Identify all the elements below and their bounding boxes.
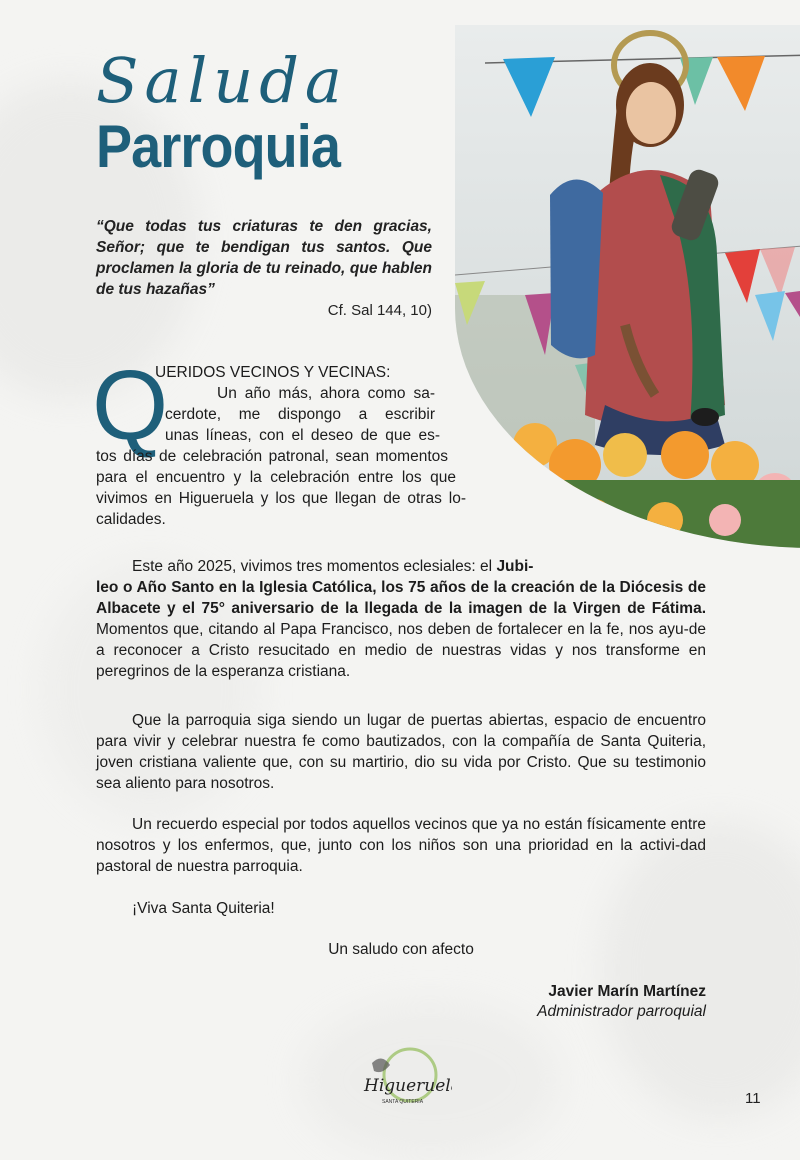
scripture-quote: “Que todas tus criaturas te den gracias, Señor; que te bendigan tus santos. Que proclamen la gloria de tu reinado, que hablen de tus hazañas” xyxy=(96,218,432,298)
page-number: 11 xyxy=(745,1090,761,1107)
page-title-bold: Parroquia xyxy=(96,113,340,180)
paragraph-2: leo o Año Santo en la Iglesia Católica, los 75 años de la creación de la Diócesis de Albacete y el 75° aniversario de la llegada de la imagen de la Virgen de Fátima. Momentos que, citando al Papa Francisco, nos deben de fortalecer en la fe, nos ayu-de a reconocer a Cristo resucitado en medio de nuestras vidas y nos transforme en peregrinos de la esperanza cristiana. xyxy=(96,579,706,680)
intro-line: UERIDOS VECINOS Y VECINAS: xyxy=(155,364,391,381)
intro-line: calidades. xyxy=(96,511,166,528)
town-logo xyxy=(352,1045,452,1117)
page-title-script: Saluda xyxy=(96,44,348,117)
intro-line: unas líneas, con el deseo de que es- xyxy=(165,427,440,444)
paragraph-3: Que la parroquia siga siendo un lugar de puertas abiertas, espacio de encuentro para vivir y celebrar nuestra fe como bautizados, con la compañía de Santa Quiteria, joven cristiana valiente que, con su martirio, dio su vida por Cristo. Que su testimonio sea aliento para nosotros. xyxy=(96,712,706,792)
drop-cap: Q xyxy=(92,350,169,460)
svg-text:Higueruela: Higueruela xyxy=(364,1076,452,1096)
paragraph-5: ¡Viva Santa Quiteria! xyxy=(132,900,275,917)
statue-illustration xyxy=(455,25,800,548)
svg-text:SANTA QUITERIA: SANTA QUITERIA xyxy=(382,1099,424,1105)
quote-source: Cf. Sal 144, 10) xyxy=(327,302,432,319)
signature-name: Javier Marín Martínez xyxy=(548,983,706,1000)
intro-line: tos días de celebración patronal, sean momentos xyxy=(96,448,448,465)
intro-line: para el encuentro y la celebración entre los que xyxy=(96,469,456,486)
intro-line: vivimos en Higueruela y los que llegan de otras lo- xyxy=(96,490,466,507)
paragraph-4: Un recuerdo especial por todos aquellos vecinos que ya no están físicamente entre nosotros y los enfermos, que, junto con los niños son una prioridad en la activi-dad pastoral de nuestra parroquia. xyxy=(96,816,706,875)
intro-line: cerdote, me dispongo a escribir xyxy=(165,406,435,423)
intro-line: Un año más, ahora como sa- xyxy=(217,385,435,402)
closing-greeting: Un saludo con afecto xyxy=(328,941,474,958)
signature-role: Administrador parroquial xyxy=(537,1003,706,1020)
paragraph-2-lead: Este año 2025, vivimos tres momentos eclesiales: el Jubi- xyxy=(132,558,534,575)
saint-statue-photo xyxy=(455,25,800,548)
